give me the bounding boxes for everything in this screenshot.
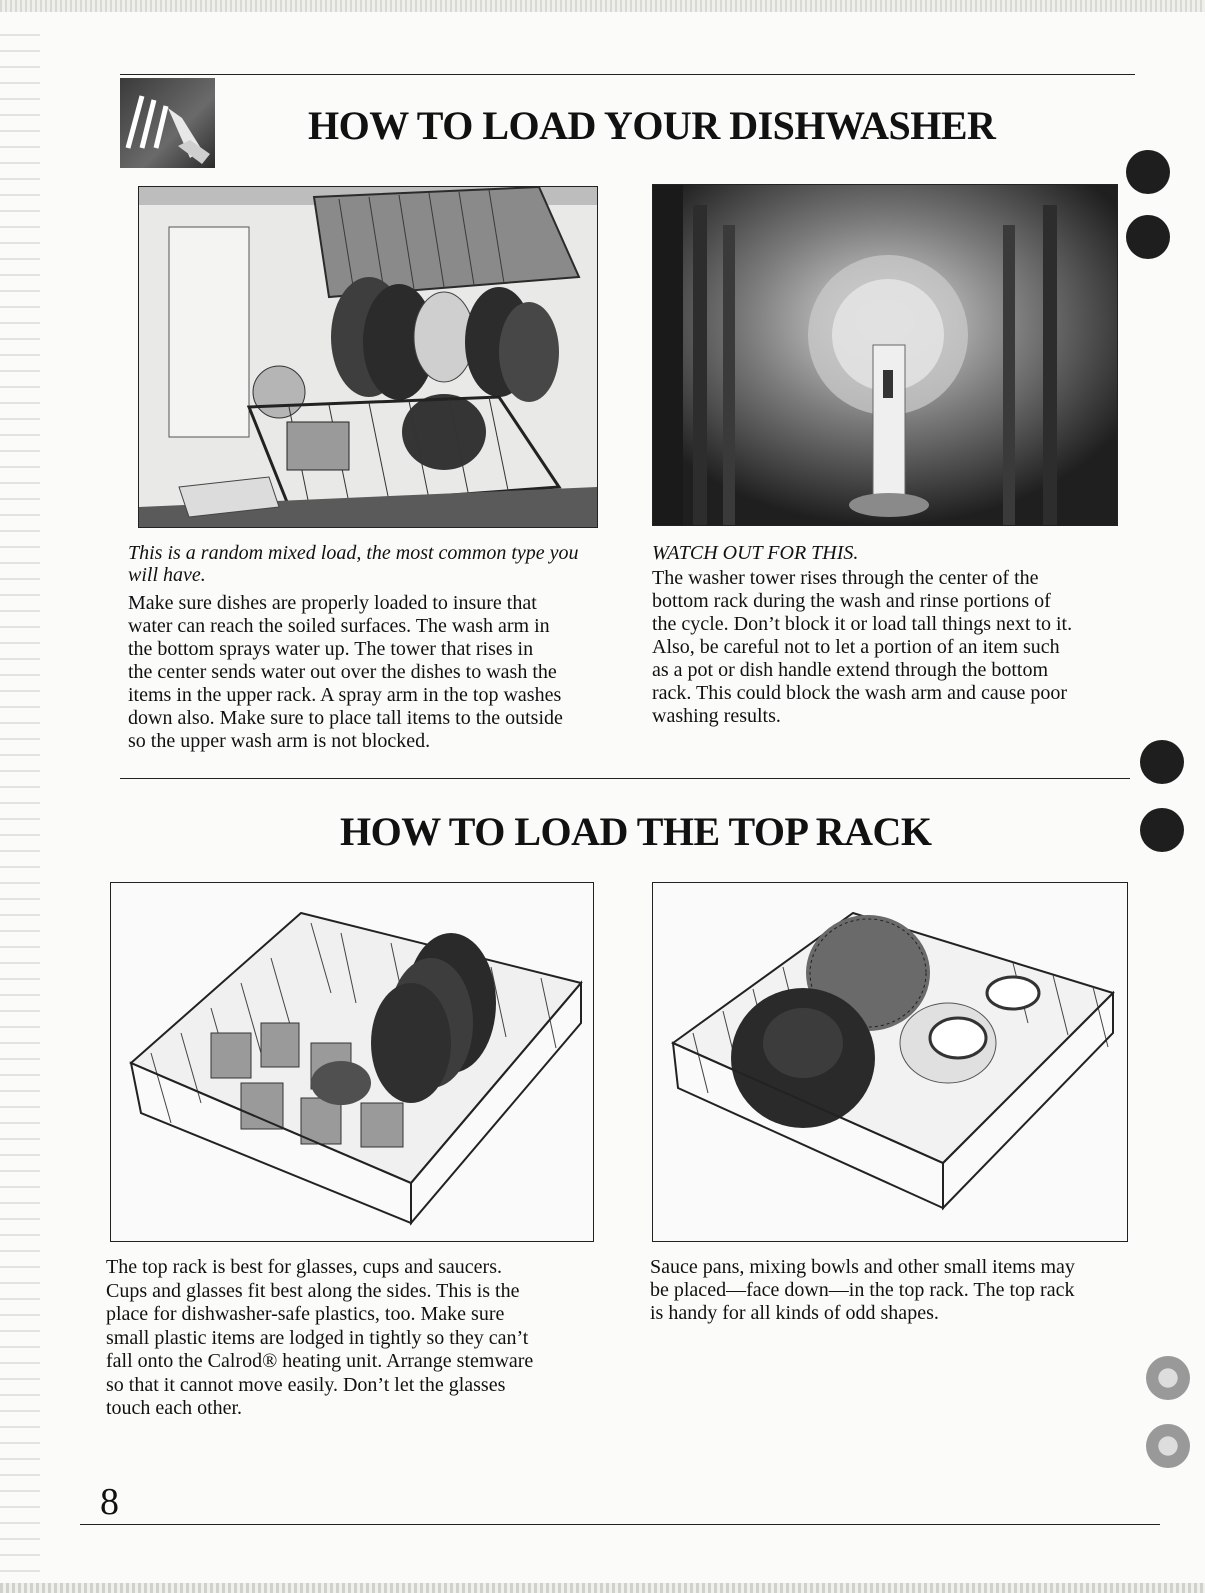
mixed-load-photo [138,186,598,528]
footer-rule [80,1524,1160,1525]
binder-hole-6 [1146,1424,1190,1468]
header-rule [120,74,1135,75]
mixed-load-body: Make sure dishes are properly loaded to insure that water can reach the soiled surfaces. The wash arm in the bottom sprays water up. The tower that rises in the center sends water out over the dishes to wash the items in the upper rack. A spray arm in the top washes down also. Make sure to place tall items to the outside so the upper wash arm is not blocked. [128,592,563,752]
binder-hole-3 [1140,740,1184,784]
bowls-rack-photo [652,882,1128,1242]
watch-out-body: The washer tower rises through the center of the bottom rack during the wash and rinse portions of the cycle. Don’t block it or load tall things next to it. Also, be careful not to let a portion of an item such as a pot or dish handle extend through the bottom rack. This could block the wash arm and cause poor washing results. [652,567,1073,727]
bowls-rack-body: Sauce pans, mixing bowls and other small items may be placed—face down—in the top rack. The top rack is handy for all kinds of odd shapes. [650,1256,1075,1324]
wash-tower-photo [652,184,1118,526]
page-number: 8 [100,1481,119,1523]
scan-left-edge [0,20,40,1580]
glasses-rack-photo [110,882,594,1242]
binder-hole-5 [1146,1356,1190,1400]
section-title-top-rack: HOW TO LOAD THE TOP RACK [340,809,932,854]
binder-hole-1 [1126,150,1170,194]
mixed-load-caption: This is a random mixed load, the most common type you will have. [128,542,579,586]
section-divider [120,778,1130,779]
binder-hole-2 [1126,215,1170,259]
scan-top-edge [0,0,1205,12]
hand-pointer-logo-icon [120,78,215,168]
section-title: HOW TO LOAD YOUR DISHWASHER [308,103,996,148]
watch-out-caption: WATCH OUT FOR THIS. [652,542,859,564]
glasses-rack-body: The top rack is best for glasses, cups and saucers. Cups and glasses fit best along the sides. This is the place for dishwasher-safe plastics, too. Make sure small plastic items are lodged in tightly so they can’t fall onto the Calrod® heating unit. Arrange stemware so that it cannot move easily. Don’t let the glasses touch each other. [106,1256,534,1419]
binder-hole-4 [1140,808,1184,852]
scan-bottom-edge [0,1583,1205,1593]
